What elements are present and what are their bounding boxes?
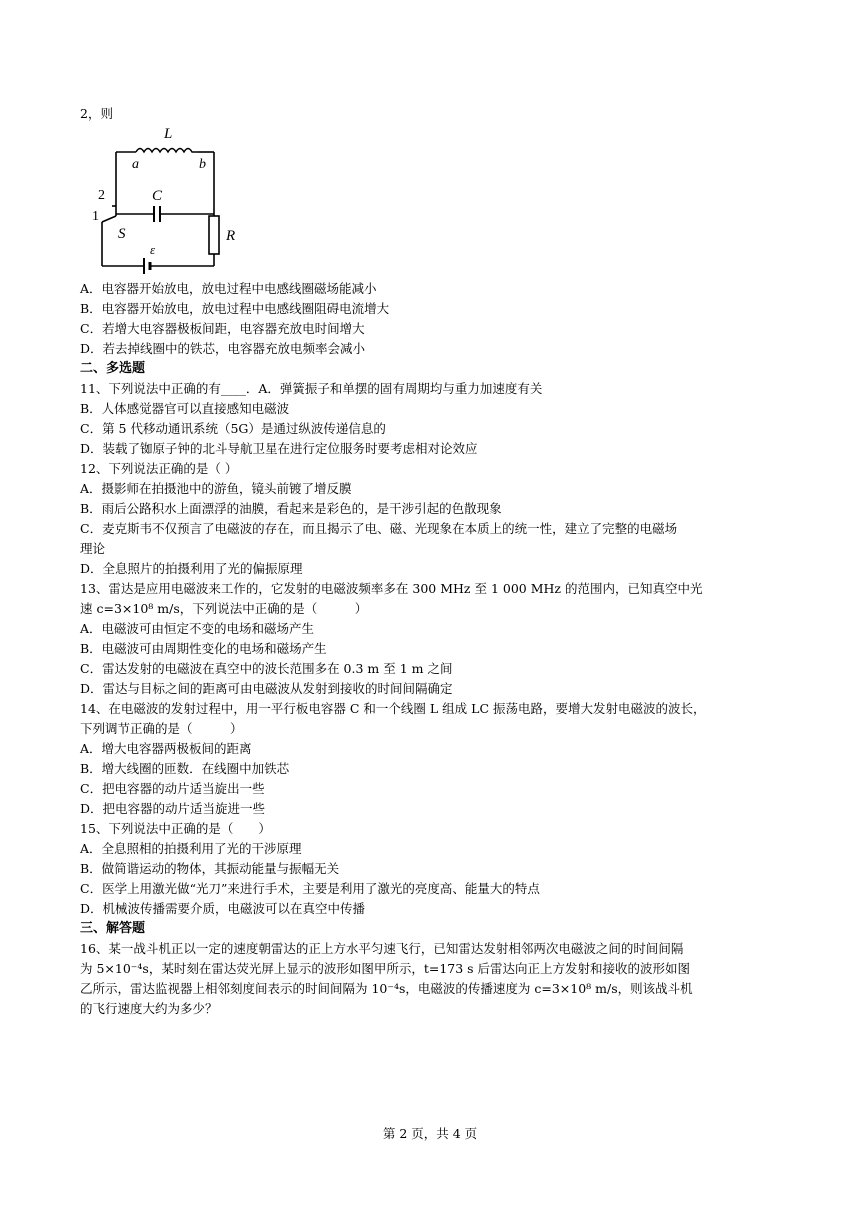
q10-option-d: D．若去掉线圈中的铁芯，电容器充放电频率会减小 xyxy=(80,341,366,356)
label-b: b xyxy=(199,157,206,172)
q15-option-c: C．医学上用激光做“光刀”来进行手术，主要是利用了激光的亮度高、能量大的特点 xyxy=(80,881,540,896)
q12-stem: 12、下列说法正确的是（ ） xyxy=(80,461,238,476)
q16-line-4: 的飞行速度大约为多少？ xyxy=(80,1001,218,1016)
q11-option-d: D．装载了铷原子钟的北斗导航卫星在进行定位服务时要考虑相对论效应 xyxy=(80,441,478,456)
q14-option-c: C．把电容器的动片适当旋出一些 xyxy=(80,781,265,796)
resistor xyxy=(209,216,219,254)
page-footer: 第 2 页，共 4 页 xyxy=(382,1126,478,1141)
label-R: R xyxy=(226,228,236,244)
q10-option-a: A．电容器开始放电，放电过程中电感线圈磁场能减小 xyxy=(80,281,377,296)
section-title-answer: 三、解答题 xyxy=(80,921,146,936)
q12-option-d: D．全息照片的拍摄利用了光的偏振原理 xyxy=(80,561,303,576)
q14-option-d: D．把电容器的动片适当旋进一些 xyxy=(80,801,266,816)
q13-option-c: C．雷达发射的电磁波在真空中的波长范围多在 0.3 m 至 1 m 之间 xyxy=(80,661,453,676)
q14-option-b: B．增大线圈的匝数．在线圈中加铁芯 xyxy=(80,761,290,776)
q11-stem: 11、下列说法中正确的有____．A．弹簧振子和单摆的固有周期均与重力加速度有关 xyxy=(80,381,543,396)
q12-option-c-cont: 理论 xyxy=(80,541,106,556)
q12-option-b: B．雨后公路积水上面漂浮的油膜，看起来是彩色的，是干涉引起的色散现象 xyxy=(80,501,502,516)
switch-blade xyxy=(102,216,116,222)
q15-option-d: D．机械波传播需要介质，电磁波可以在真空中传播 xyxy=(80,901,366,916)
lc-circuit-diagram xyxy=(92,124,248,274)
label-emf: ε xyxy=(150,242,156,257)
question-fragment: 2，则 xyxy=(80,106,113,121)
q12-option-a: A．摄影师在拍摄池中的游鱼，镜头前镀了增反膜 xyxy=(80,481,352,496)
q16-line-2: 为 5×10⁻⁴s，某时刻在雷达荧光屏上显示的波形如图甲所示，t=173 s 后雷达向正上方发射和接收的波形如图 xyxy=(80,961,691,976)
q14-stem-cont: 下列调节正确的是（ ） xyxy=(80,721,243,736)
q15-option-a: A．全息照相的拍摄利用了光的干涉原理 xyxy=(80,841,302,856)
q13-option-b: B．电磁波可由周期性变化的电场和磁场产生 xyxy=(80,641,327,656)
label-C: C xyxy=(152,188,163,204)
q15-stem: 15、下列说法中正确的是（ ） xyxy=(80,821,271,836)
q13-stem-cont: 速 c=3×10⁸ m/s，下列说法中正确的是（ ） xyxy=(80,601,368,616)
q13-option-d: D．雷达与目标之间的距离可由电磁波从发射到接收的时间间隔确定 xyxy=(80,681,453,696)
q14-option-a: A．增大电容器两极板间的距离 xyxy=(80,741,252,756)
q14-stem: 14、在电磁波的发射过程中，用一平行板电容器 C 和一个线圈 L 组成 LC 振荡电路，要增大发射电磁波的波长， xyxy=(80,701,706,716)
q10-option-c: C．若增大电容器极板间距，电容器充放电时间增大 xyxy=(80,321,365,336)
label-2: 2 xyxy=(98,188,105,203)
q13-stem: 13、雷达是应用电磁波来工作的，它发射的电磁波频率多在 300 MHz 至 1 000 MHz 的范围内，已知真空中光 xyxy=(80,581,703,596)
inductor-coil xyxy=(136,149,198,153)
section-title-multi-choice: 二、多选题 xyxy=(80,361,146,376)
label-a: a xyxy=(132,157,139,172)
label-S: S xyxy=(118,226,126,242)
q11-option-b: B．人体感觉器官可以直接感知电磁波 xyxy=(80,401,290,416)
q13-option-a: A．电磁波可由恒定不变的电场和磁场产生 xyxy=(80,621,315,636)
q12-option-c: C．麦克斯韦不仅预言了电磁波的存在，而且揭示了电、磁、光现象在本质上的统一性，建立了完整的电磁场 xyxy=(80,521,678,536)
q16-line-1: 16、某一战斗机正以一定的速度朝雷达的正上方水平匀速飞行，已知雷达发射相邻两次电磁波之间的时间间隔 xyxy=(80,941,684,956)
q15-option-b: B．做简谐运动的物体，其振动能量与振幅无关 xyxy=(80,861,340,876)
label-L: L xyxy=(164,126,173,142)
q10-option-b: B．电容器开始放电，放电过程中电感线圈阻碍电流增大 xyxy=(80,301,390,316)
label-1: 1 xyxy=(92,209,99,224)
q16-line-3: 乙所示，雷达监视器上相邻刻度间表示的时间间隔为 10⁻⁴s，电磁波的传播速度为 c=3×10⁸ m/s，则该战斗机 xyxy=(80,981,693,996)
q11-option-c: C．第 5 代移动通讯系统（5G）是通过纵波传递信息的 xyxy=(80,421,386,436)
